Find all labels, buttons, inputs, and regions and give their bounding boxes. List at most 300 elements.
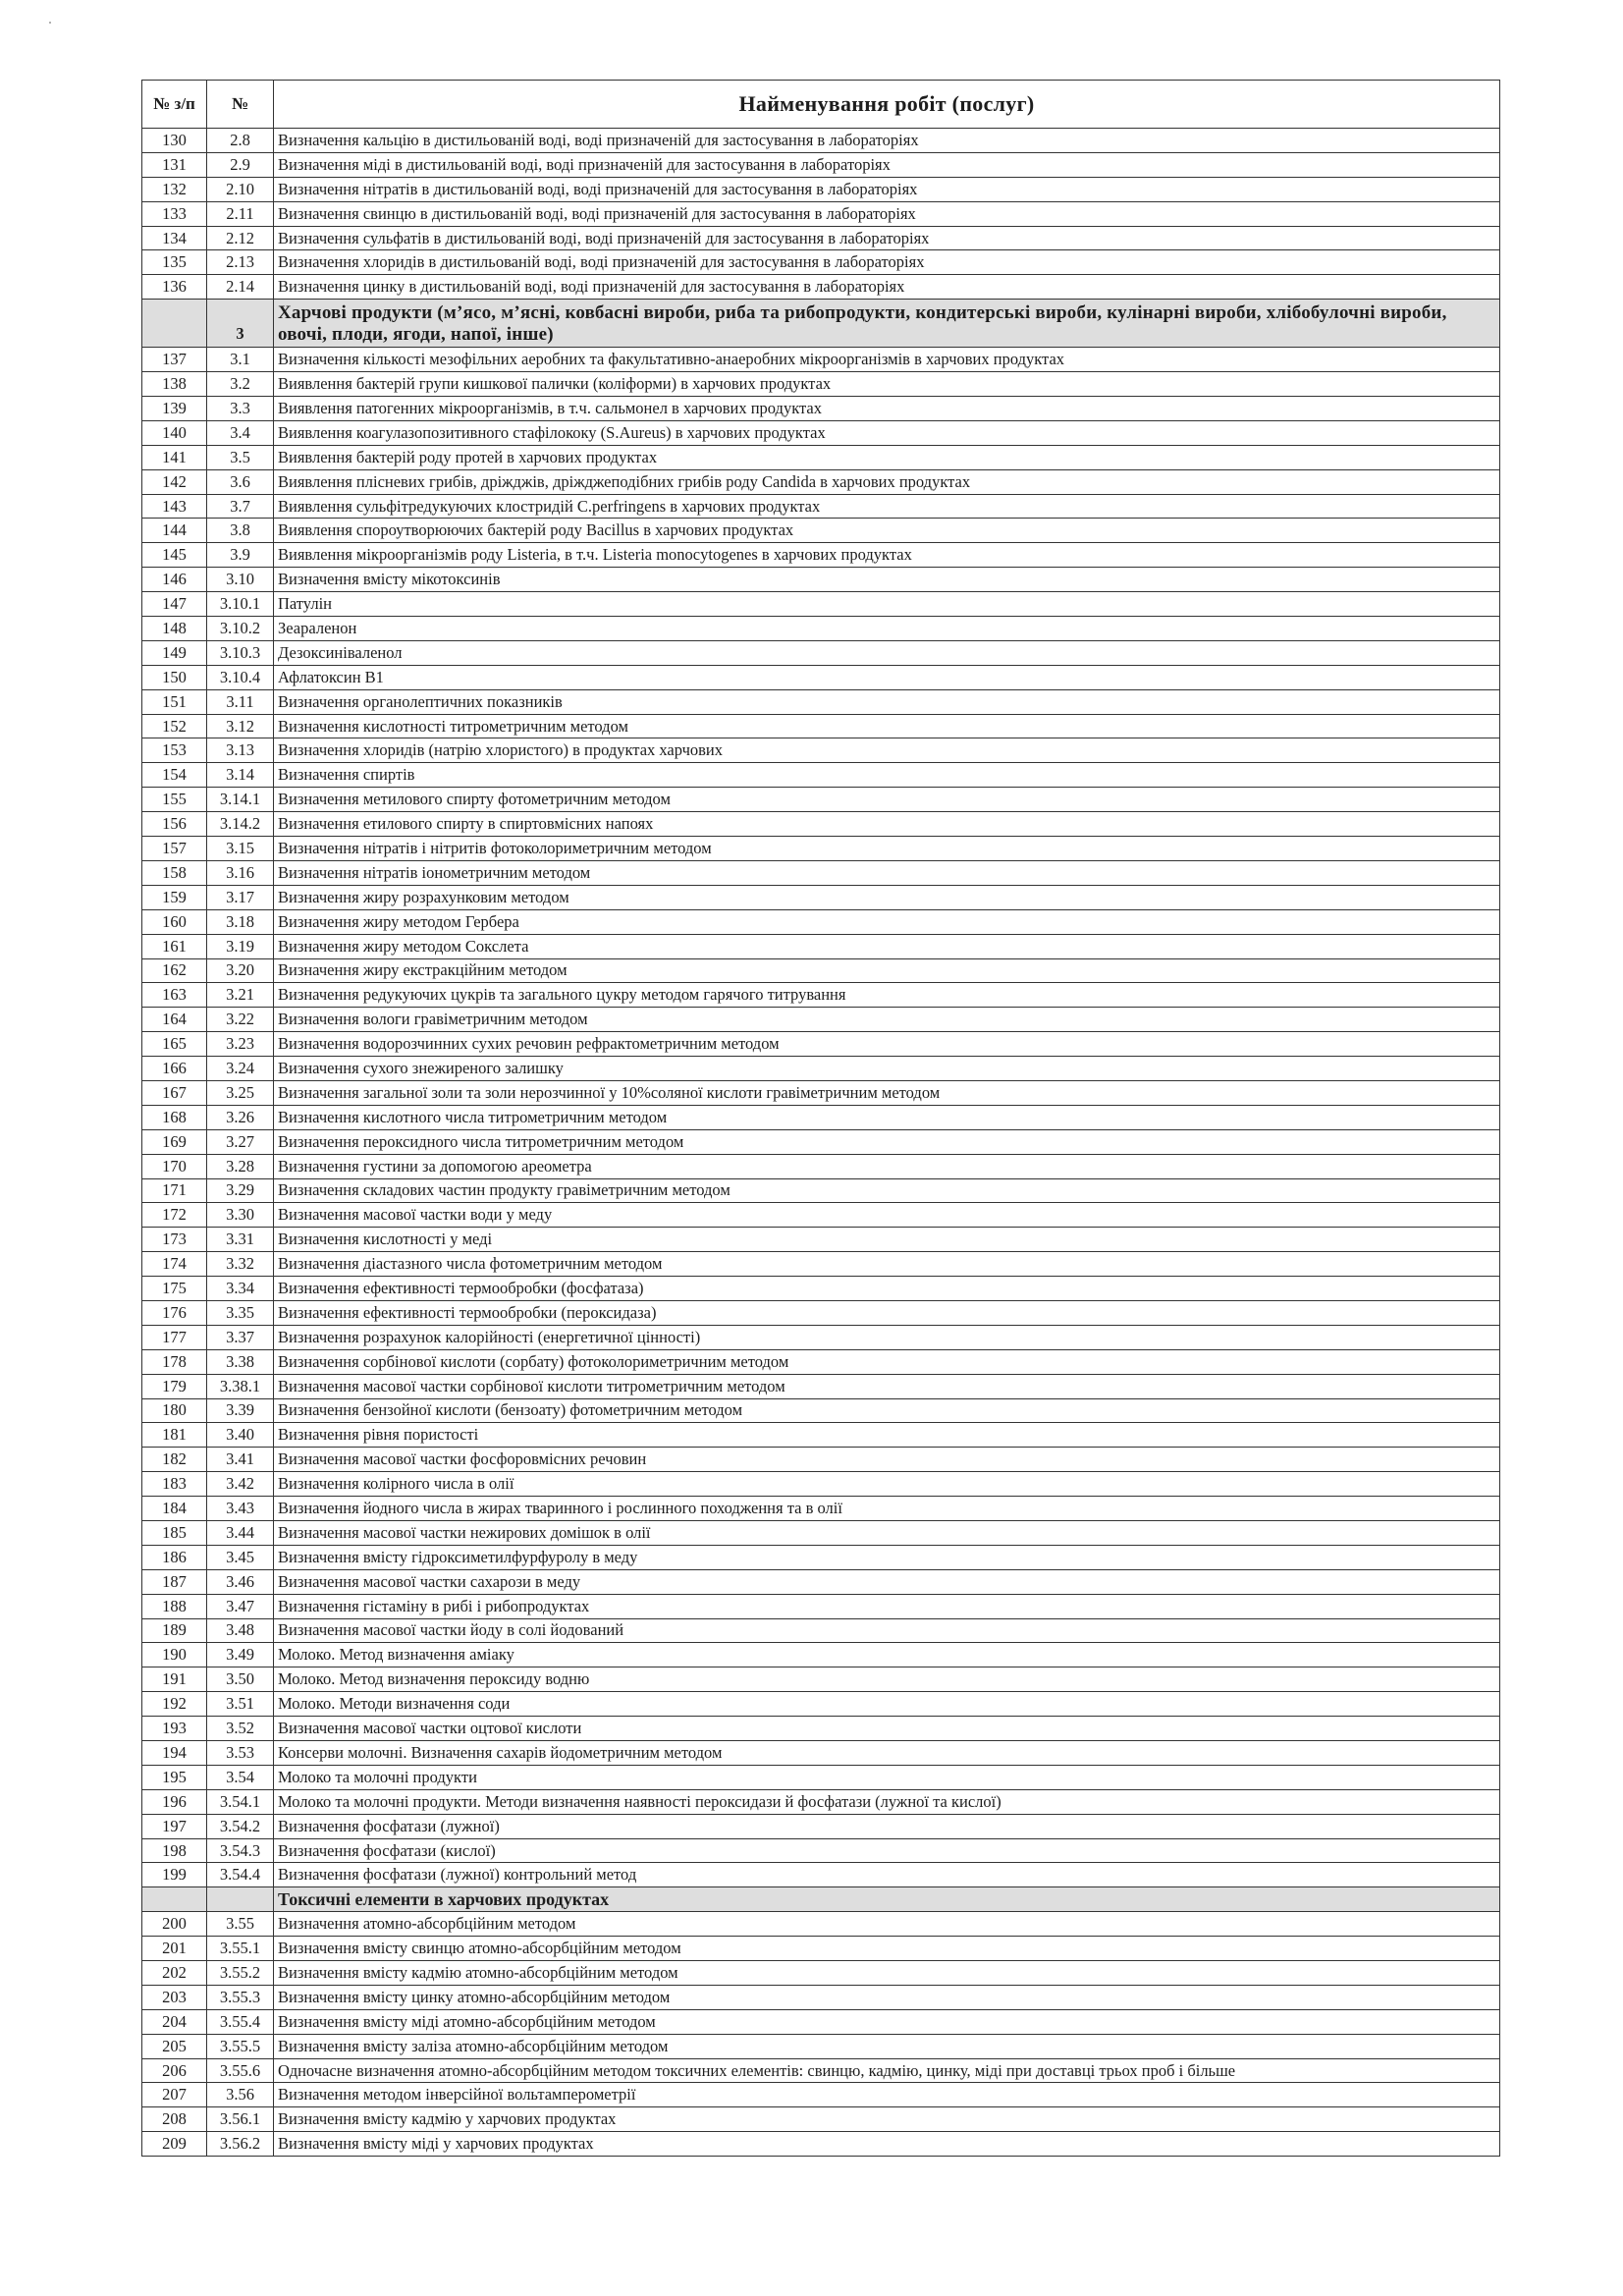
row-code-cell: 3.14 — [207, 763, 274, 788]
row-index-cell: 203 — [142, 1985, 207, 2009]
table-row — [142, 1814, 1500, 1838]
table-row — [142, 1008, 1500, 1032]
row-index-cell: 142 — [142, 469, 207, 494]
table-row — [142, 1569, 1500, 1594]
table-row — [142, 1105, 1500, 1129]
row-index-cell: 135 — [142, 250, 207, 275]
table-row — [142, 885, 1500, 909]
row-name-cell: Визначення діастазного числа фотометричним методом — [274, 1252, 1500, 1277]
table-row — [142, 1643, 1500, 1667]
row-code-cell: 3.14.2 — [207, 812, 274, 837]
row-code-cell: 2.13 — [207, 250, 274, 275]
row-name-cell: Визначення густини за допомогою ареометра — [274, 1154, 1500, 1178]
table-row — [142, 860, 1500, 885]
row-code-cell: 3.55.1 — [207, 1937, 274, 1961]
row-index-cell: 202 — [142, 1961, 207, 1986]
row-index-cell: 162 — [142, 958, 207, 983]
row-name-cell: Виявлення коагулазопозитивного стафілококу (S.Aureus) в харчових продуктах — [274, 420, 1500, 445]
row-index-cell: 157 — [142, 837, 207, 861]
table-row — [142, 1838, 1500, 1863]
row-name-cell: Молоко. Методи визначення соди — [274, 1692, 1500, 1717]
row-index-cell: 166 — [142, 1057, 207, 1081]
row-name-cell: Зеараленон — [274, 617, 1500, 641]
row-name-cell: Визначення фосфатази (кислої) — [274, 1838, 1500, 1863]
scan-speck — [49, 22, 51, 24]
table-row — [142, 543, 1500, 568]
row-name-cell: Визначення вмісту заліза атомно-абсорбційним методом — [274, 2034, 1500, 2058]
table-row — [142, 1057, 1500, 1081]
row-name-cell: Визначення сорбінової кислоти (сорбату) фотоколориметричним методом — [274, 1349, 1500, 1374]
row-name-cell: Виявлення мікроорганізмів роду Listeria, в т.ч. Listeria monocytogenes в харчових продуктах — [274, 543, 1500, 568]
row-code-cell: 3.8 — [207, 519, 274, 543]
row-name-cell: Визначення пероксидного числа титрометричним методом — [274, 1129, 1500, 1154]
row-code-cell: 3.14.1 — [207, 788, 274, 812]
row-index-cell: 178 — [142, 1349, 207, 1374]
row-name-cell: Визначення атомно-абсорбційним методом — [274, 1912, 1500, 1937]
row-index-cell: 173 — [142, 1228, 207, 1252]
table-row — [142, 226, 1500, 250]
table-row — [142, 1618, 1500, 1643]
row-index-cell: 137 — [142, 348, 207, 372]
row-code-cell: 3.30 — [207, 1203, 274, 1228]
row-name-cell: Визначення вологи гравіметричним методом — [274, 1008, 1500, 1032]
row-code-cell: 3.4 — [207, 420, 274, 445]
table-row — [142, 738, 1500, 763]
row-index-cell: 207 — [142, 2083, 207, 2107]
table-row — [142, 1520, 1500, 1545]
row-name-cell: Виявлення спороутворюючих бактерій роду Bacillus в харчових продуктах — [274, 519, 1500, 543]
table-row — [142, 1398, 1500, 1423]
table-row — [142, 2058, 1500, 2083]
row-name-cell: Визначення метилового спирту фотометричним методом — [274, 788, 1500, 812]
row-code-cell: 2.12 — [207, 226, 274, 250]
row-code-cell: 3.49 — [207, 1643, 274, 1667]
row-index-cell: 195 — [142, 1765, 207, 1789]
row-name-cell: Визначення хлоридів в дистильованій воді, воді призначеній для застосування в лабораторіях — [274, 250, 1500, 275]
row-code-cell: 3.12 — [207, 714, 274, 738]
section-row — [142, 1887, 1500, 1912]
table-row — [142, 445, 1500, 469]
row-index-cell: 209 — [142, 2132, 207, 2157]
row-name-cell: Афлатоксин В1 — [274, 665, 1500, 689]
table-row — [142, 2107, 1500, 2132]
row-code-cell: 3.55.4 — [207, 2009, 274, 2034]
row-index-cell: 151 — [142, 689, 207, 714]
row-index-cell: 159 — [142, 885, 207, 909]
table-row — [142, 592, 1500, 617]
row-name-cell: Визначення вмісту кадмію атомно-абсорбційним методом — [274, 1961, 1500, 1986]
row-name-cell: Визначення сухого знежиреного залишку — [274, 1057, 1500, 1081]
row-index-cell: 191 — [142, 1667, 207, 1692]
table-row — [142, 934, 1500, 958]
row-name-cell: Молоко. Метод визначення пероксиду водню — [274, 1667, 1500, 1692]
table-row — [142, 1961, 1500, 1986]
table-row — [142, 1497, 1500, 1521]
row-name-cell: Визначення спиртів — [274, 763, 1500, 788]
row-name-cell: Визначення бензойної кислоти (бензоату) фотометричним методом — [274, 1398, 1500, 1423]
row-code-cell: 3.6 — [207, 469, 274, 494]
row-index-cell: 177 — [142, 1325, 207, 1349]
row-code-cell: 3.35 — [207, 1300, 274, 1325]
table-row — [142, 1349, 1500, 1374]
row-index-cell: 204 — [142, 2009, 207, 2034]
table-row — [142, 2132, 1500, 2157]
row-code-cell: 3.10.4 — [207, 665, 274, 689]
row-index-cell: 131 — [142, 152, 207, 177]
row-code-cell: 3.10.1 — [207, 592, 274, 617]
row-code-cell: 2.11 — [207, 201, 274, 226]
table-row — [142, 177, 1500, 201]
row-name-cell: Визначення органолептичних показників — [274, 689, 1500, 714]
table-row — [142, 372, 1500, 397]
row-index-cell: 190 — [142, 1643, 207, 1667]
row-code-cell: 2.10 — [207, 177, 274, 201]
table-row — [142, 1717, 1500, 1741]
table-row — [142, 665, 1500, 689]
table-row — [142, 1741, 1500, 1766]
row-name-cell: Визначення загальної золи та золи нерозчинної у 10%соляної кислоти гравіметричним методом — [274, 1080, 1500, 1105]
row-code-cell: 3.50 — [207, 1667, 274, 1692]
table-row — [142, 152, 1500, 177]
row-index-cell: 205 — [142, 2034, 207, 2058]
row-name-cell: Визначення жиру розрахунковим методом — [274, 885, 1500, 909]
row-code-cell: 3.16 — [207, 860, 274, 885]
row-code-cell: 3.19 — [207, 934, 274, 958]
row-code-cell: 3.56.1 — [207, 2107, 274, 2132]
row-code-cell: 3.38.1 — [207, 1374, 274, 1398]
row-index-cell: 138 — [142, 372, 207, 397]
table-row — [142, 1937, 1500, 1961]
row-code-cell: 3.32 — [207, 1252, 274, 1277]
row-index-cell: 139 — [142, 397, 207, 421]
row-code-cell: 3.13 — [207, 738, 274, 763]
row-name-cell: Визначення міді в дистильованій воді, воді призначеній для застосування в лабораторіях — [274, 152, 1500, 177]
row-index-cell: 134 — [142, 226, 207, 250]
table-row — [142, 812, 1500, 837]
row-name-cell: Визначення масової частки оцтової кислоти — [274, 1717, 1500, 1741]
row-index-cell: 171 — [142, 1178, 207, 1203]
row-code-cell: 3.43 — [207, 1497, 274, 1521]
row-index-cell: 208 — [142, 2107, 207, 2132]
row-index-cell: 158 — [142, 860, 207, 885]
row-index-cell: 200 — [142, 1912, 207, 1937]
row-code-cell: 3.29 — [207, 1178, 274, 1203]
row-index-cell: 167 — [142, 1080, 207, 1105]
row-name-cell: Визначення свинцю в дистильованій воді, воді призначеній для застосування в лабораторіях — [274, 201, 1500, 226]
row-name-cell: Визначення масової частки йоду в солі йодований — [274, 1618, 1500, 1643]
row-name-cell: Визначення розрахунок калорійності (енергетичної цінності) — [274, 1325, 1500, 1349]
row-name-cell: Визначення кислотного числа титрометричним методом — [274, 1105, 1500, 1129]
row-code-cell: 3.44 — [207, 1520, 274, 1545]
row-name-cell: Визначення методом інверсійної вольтамперометрії — [274, 2083, 1500, 2107]
row-name-cell: Консерви молочні. Визначення сахарів йодометричним методом — [274, 1741, 1500, 1766]
row-code-cell: 3.27 — [207, 1129, 274, 1154]
table-row — [142, 2034, 1500, 2058]
row-index-cell: 165 — [142, 1032, 207, 1057]
row-index-cell: 188 — [142, 1594, 207, 1618]
row-code-cell: 3.10 — [207, 568, 274, 592]
table-row — [142, 250, 1500, 275]
row-name-cell: Визначення колірного числа в олії — [274, 1472, 1500, 1497]
services-table — [141, 80, 1500, 2157]
table-row — [142, 348, 1500, 372]
table-row — [142, 1789, 1500, 1814]
table-row — [142, 1912, 1500, 1937]
row-name-cell: Визначення етилового спирту в спиртовмісних напоях — [274, 812, 1500, 837]
row-code-cell: 3.22 — [207, 1008, 274, 1032]
section-title-cell: Токсичні елементи в харчових продуктах — [274, 1887, 1500, 1912]
row-name-cell: Виявлення плісневих грибів, дріжджів, дріжджеподібних грибів роду Candida в харчових продуктах — [274, 469, 1500, 494]
table-row — [142, 494, 1500, 519]
table-row — [142, 1374, 1500, 1398]
row-index-cell: 164 — [142, 1008, 207, 1032]
row-index-cell: 201 — [142, 1937, 207, 1961]
row-name-cell: Визначення вмісту кадмію у харчових продуктах — [274, 2107, 1500, 2132]
table-row — [142, 2009, 1500, 2034]
row-code-cell: 3.17 — [207, 885, 274, 909]
row-index-cell: 154 — [142, 763, 207, 788]
row-code-cell: 3.53 — [207, 1741, 274, 1766]
row-name-cell: Виявлення бактерій роду протей в харчових продуктах — [274, 445, 1500, 469]
row-index-cell: 156 — [142, 812, 207, 837]
section-title-cell: Харчові продукти (м’ясо, м’ясні, ковбасні вироби, риба та рибопродукти, кондитерські вироби, кулінарні вироби, хлібобулочні вироби, овочі, плоди, ягоди, напої, інше) — [274, 300, 1500, 348]
header-idx: № з/п — [142, 81, 207, 129]
row-index-cell: 130 — [142, 129, 207, 153]
row-name-cell: Визначення гістаміну в рибі і рибопродуктах — [274, 1594, 1500, 1618]
row-code-cell: 3.10.2 — [207, 617, 274, 641]
row-code-cell: 2.9 — [207, 152, 274, 177]
row-index-cell: 150 — [142, 665, 207, 689]
row-index-cell: 199 — [142, 1863, 207, 1887]
row-code-cell: 3.28 — [207, 1154, 274, 1178]
row-code-cell: 3.54.2 — [207, 1814, 274, 1838]
row-index-cell: 161 — [142, 934, 207, 958]
row-index-cell: 145 — [142, 543, 207, 568]
row-code-cell: 3.54.4 — [207, 1863, 274, 1887]
row-name-cell: Визначення жиру методом Сокслета — [274, 934, 1500, 958]
table-row — [142, 397, 1500, 421]
header-name: Найменування робіт (послуг) — [274, 81, 1500, 129]
row-code-cell — [207, 1887, 274, 1912]
row-index-cell: 140 — [142, 420, 207, 445]
row-index-cell: 169 — [142, 1129, 207, 1154]
table-row — [142, 1765, 1500, 1789]
row-name-cell: Одночасне визначення атомно-абсорбційним методом токсичних елементів: свинцю, кадмію, цинку, міді при доставці трьох проб і більше — [274, 2058, 1500, 2083]
row-code-cell: 3.38 — [207, 1349, 274, 1374]
row-name-cell: Визначення вмісту гідроксиметилфурфуролу в меду — [274, 1545, 1500, 1569]
table-row — [142, 129, 1500, 153]
table-row — [142, 909, 1500, 934]
row-name-cell: Виявлення бактерій групи кишкової палички (коліформи) в харчових продуктах — [274, 372, 1500, 397]
header-num: № — [207, 81, 274, 129]
row-code-cell: 3.23 — [207, 1032, 274, 1057]
table-row — [142, 1178, 1500, 1203]
row-name-cell: Визначення складових частин продукту гравіметричним методом — [274, 1178, 1500, 1203]
table-row — [142, 420, 1500, 445]
services-table-sheet — [141, 80, 1499, 2157]
row-code-cell: 3.10.3 — [207, 640, 274, 665]
row-index-cell: 179 — [142, 1374, 207, 1398]
row-code-cell: 2.14 — [207, 275, 274, 300]
row-index-cell: 185 — [142, 1520, 207, 1545]
row-code-cell: 3.56 — [207, 2083, 274, 2107]
row-index-cell: 189 — [142, 1618, 207, 1643]
row-index-cell: 148 — [142, 617, 207, 641]
row-index-cell: 181 — [142, 1423, 207, 1448]
row-name-cell: Молоко та молочні продукти. Методи визначення наявності пероксидази й фосфатази (лужної та кислої) — [274, 1789, 1500, 1814]
row-code-cell: 3.34 — [207, 1277, 274, 1301]
row-name-cell: Визначення хлоридів (натрію хлористого) в продуктах харчових — [274, 738, 1500, 763]
table-row — [142, 640, 1500, 665]
row-name-cell: Визначення жиру екстракційним методом — [274, 958, 1500, 983]
row-name-cell: Визначення кількості мезофільних аеробних та факультативно-анаеробних мікроорганізмів в харчових продуктах — [274, 348, 1500, 372]
table-row — [142, 1472, 1500, 1497]
row-code-cell: 3.40 — [207, 1423, 274, 1448]
row-name-cell: Визначення цинку в дистильованій воді, воді призначеній для застосування в лабораторіях — [274, 275, 1500, 300]
table-row — [142, 1080, 1500, 1105]
row-name-cell: Визначення рівня пористості — [274, 1423, 1500, 1448]
table-row — [142, 1154, 1500, 1178]
row-name-cell: Визначення редукуючих цукрів та загального цукру методом гарячого титрування — [274, 983, 1500, 1008]
table-row — [142, 1129, 1500, 1154]
row-index-cell: 183 — [142, 1472, 207, 1497]
table-row — [142, 1203, 1500, 1228]
table-row — [142, 275, 1500, 300]
row-index-cell: 206 — [142, 2058, 207, 2083]
row-name-cell: Виявлення патогенних мікроорганізмів, в т.ч. сальмонел в харчових продуктах — [274, 397, 1500, 421]
table-row — [142, 763, 1500, 788]
row-name-cell: Визначення вмісту міді у харчових продуктах — [274, 2132, 1500, 2157]
row-index-cell: 147 — [142, 592, 207, 617]
row-index-cell: 193 — [142, 1717, 207, 1741]
row-index-cell: 196 — [142, 1789, 207, 1814]
row-code-cell: 3.20 — [207, 958, 274, 983]
row-code-cell: 3.21 — [207, 983, 274, 1008]
row-code-cell: 3 — [207, 300, 274, 348]
row-code-cell: 3.39 — [207, 1398, 274, 1423]
row-name-cell: Молоко. Метод визначення аміаку — [274, 1643, 1500, 1667]
table-row — [142, 1692, 1500, 1717]
row-index-cell: 197 — [142, 1814, 207, 1838]
table-row — [142, 1863, 1500, 1887]
row-code-cell: 3.55.5 — [207, 2034, 274, 2058]
row-index-cell: 143 — [142, 494, 207, 519]
row-code-cell: 3.55.6 — [207, 2058, 274, 2083]
table-row — [142, 1448, 1500, 1472]
row-name-cell: Визначення вмісту міді атомно-абсорбційним методом — [274, 2009, 1500, 2034]
row-index-cell: 194 — [142, 1741, 207, 1766]
row-name-cell: Визначення кислотності у меді — [274, 1228, 1500, 1252]
row-code-cell: 3.1 — [207, 348, 274, 372]
row-name-cell: Визначення нітратів іонометричним методом — [274, 860, 1500, 885]
row-code-cell: 3.18 — [207, 909, 274, 934]
row-code-cell: 3.41 — [207, 1448, 274, 1472]
row-index-cell: 160 — [142, 909, 207, 934]
row-code-cell: 3.56.2 — [207, 2132, 274, 2157]
row-code-cell: 3.2 — [207, 372, 274, 397]
row-name-cell: Дезоксиніваленол — [274, 640, 1500, 665]
table-row — [142, 1277, 1500, 1301]
row-code-cell: 3.37 — [207, 1325, 274, 1349]
row-name-cell: Визначення масової частки сорбінової кислоти титрометричним методом — [274, 1374, 1500, 1398]
row-index-cell: 192 — [142, 1692, 207, 1717]
row-code-cell: 3.45 — [207, 1545, 274, 1569]
table-row — [142, 568, 1500, 592]
row-code-cell: 3.7 — [207, 494, 274, 519]
table-row — [142, 1252, 1500, 1277]
row-code-cell: 3.5 — [207, 445, 274, 469]
row-name-cell: Визначення вмісту цинку атомно-абсорбційним методом — [274, 1985, 1500, 2009]
table-row — [142, 1667, 1500, 1692]
table-row — [142, 1985, 1500, 2009]
row-code-cell: 3.55.3 — [207, 1985, 274, 2009]
table-row — [142, 1300, 1500, 1325]
table-row — [142, 1545, 1500, 1569]
row-code-cell: 3.24 — [207, 1057, 274, 1081]
table-row — [142, 958, 1500, 983]
table-row — [142, 1594, 1500, 1618]
row-code-cell: 3.15 — [207, 837, 274, 861]
row-code-cell: 3.51 — [207, 1692, 274, 1717]
row-index-cell: 174 — [142, 1252, 207, 1277]
row-index-cell: 155 — [142, 788, 207, 812]
table-row — [142, 617, 1500, 641]
row-name-cell: Визначення масової частки нежирових домішок в олії — [274, 1520, 1500, 1545]
row-index-cell: 146 — [142, 568, 207, 592]
row-index-cell: 198 — [142, 1838, 207, 1863]
row-index-cell: 184 — [142, 1497, 207, 1521]
table-header-row — [142, 81, 1500, 129]
row-name-cell: Визначення нітратів і нітритів фотоколориметричним методом — [274, 837, 1500, 861]
row-index-cell: 168 — [142, 1105, 207, 1129]
table-row — [142, 201, 1500, 226]
row-index-cell: 136 — [142, 275, 207, 300]
row-index-cell: 132 — [142, 177, 207, 201]
row-name-cell: Визначення вмісту свинцю атомно-абсорбційним методом — [274, 1937, 1500, 1961]
row-code-cell: 3.9 — [207, 543, 274, 568]
row-index-cell: 176 — [142, 1300, 207, 1325]
row-name-cell: Визначення фосфатази (лужної) контрольний метод — [274, 1863, 1500, 1887]
row-code-cell: 3.55.2 — [207, 1961, 274, 1986]
row-code-cell: 3.3 — [207, 397, 274, 421]
row-index-cell: 141 — [142, 445, 207, 469]
section-row — [142, 300, 1500, 348]
row-index-cell: 186 — [142, 1545, 207, 1569]
row-code-cell: 3.46 — [207, 1569, 274, 1594]
row-code-cell: 3.47 — [207, 1594, 274, 1618]
row-index-cell: 182 — [142, 1448, 207, 1472]
table-row — [142, 714, 1500, 738]
row-code-cell: 3.55 — [207, 1912, 274, 1937]
row-code-cell: 3.54.1 — [207, 1789, 274, 1814]
row-code-cell: 3.52 — [207, 1717, 274, 1741]
row-name-cell: Визначення масової частки води у меду — [274, 1203, 1500, 1228]
row-index-cell: 163 — [142, 983, 207, 1008]
row-code-cell: 3.26 — [207, 1105, 274, 1129]
row-code-cell: 3.31 — [207, 1228, 274, 1252]
row-index-cell: 149 — [142, 640, 207, 665]
row-name-cell: Визначення сульфатів в дистильованій воді, воді призначеній для застосування в лабораторіях — [274, 226, 1500, 250]
row-index-cell: 152 — [142, 714, 207, 738]
row-name-cell: Визначення нітратів в дистильованій воді, воді призначеній для застосування в лабораторіях — [274, 177, 1500, 201]
row-index-cell: 170 — [142, 1154, 207, 1178]
row-name-cell: Визначення йодного числа в жирах тваринного і рослинного походження та в олії — [274, 1497, 1500, 1521]
row-name-cell: Визначення масової частки фосфоровмісних речовин — [274, 1448, 1500, 1472]
row-index-cell: 133 — [142, 201, 207, 226]
row-name-cell: Визначення ефективності термообробки (фосфатаза) — [274, 1277, 1500, 1301]
table-row — [142, 1032, 1500, 1057]
row-name-cell: Патулін — [274, 592, 1500, 617]
